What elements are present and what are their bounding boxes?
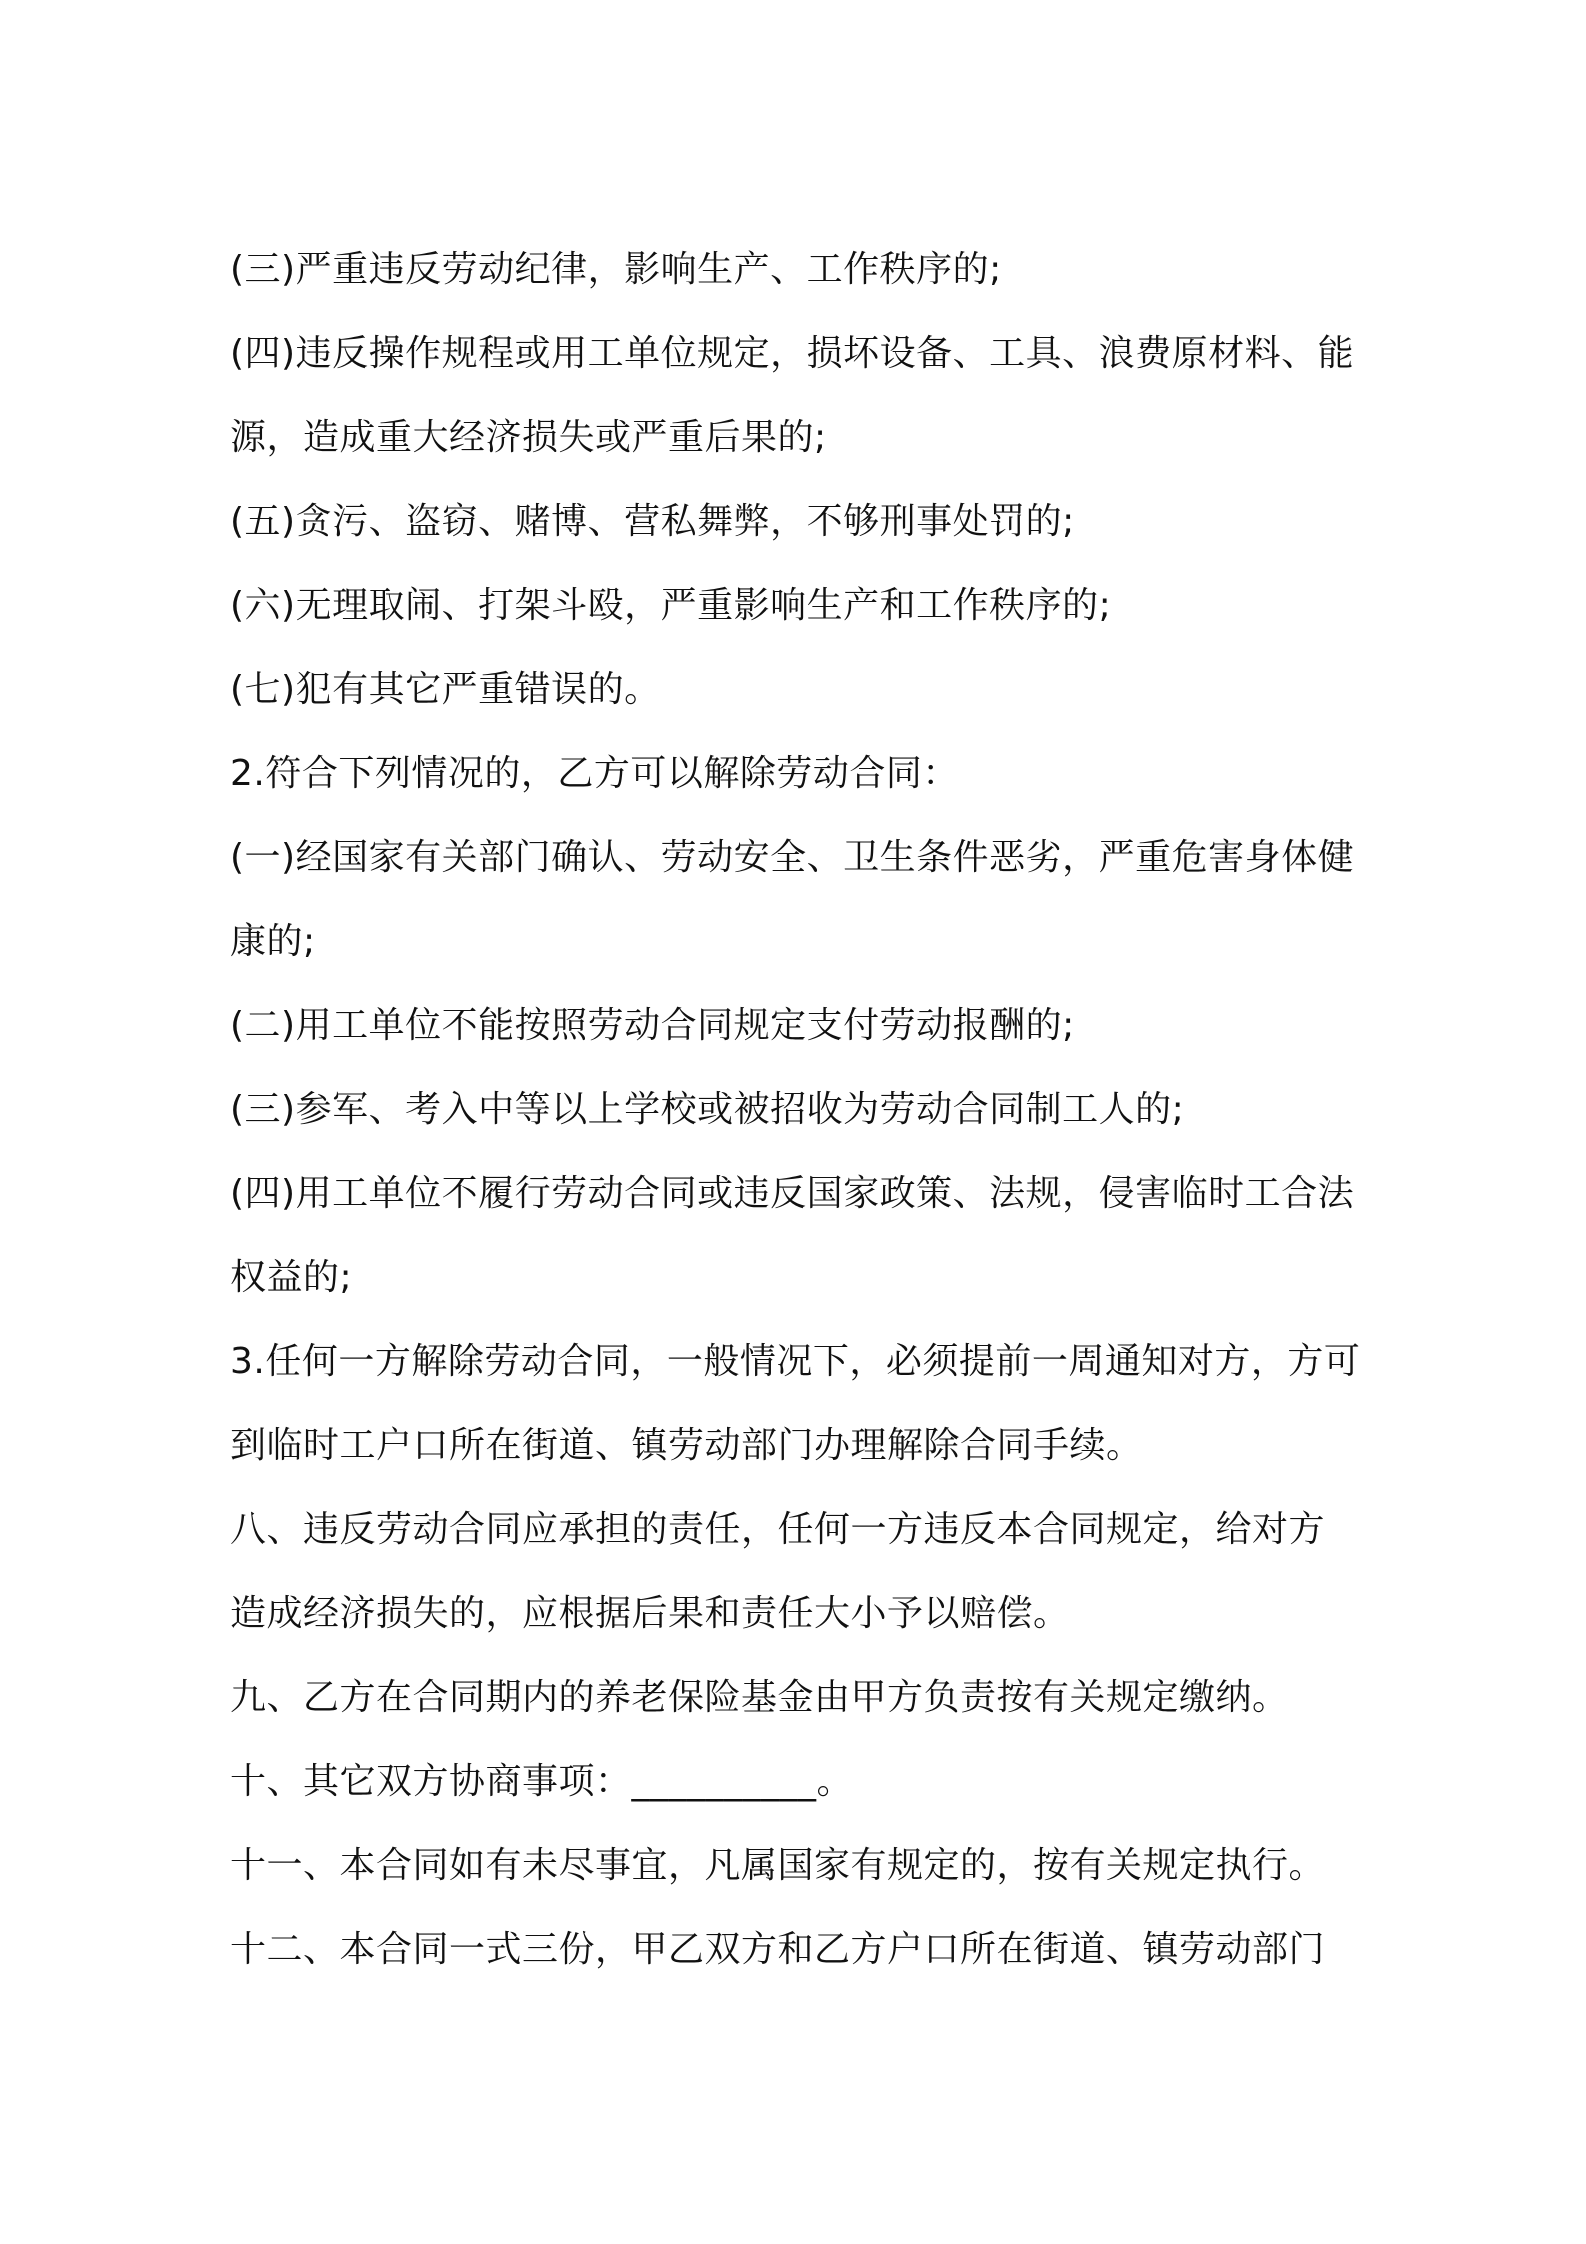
text-line: 源，造成重大经济损失或严重后果的; — [230, 417, 827, 458]
text-line: 十、其它双方协商事项：__________。 — [230, 1761, 854, 1802]
text-line: (一)经国家有关部门确认、劳动安全、卫生条件恶劣，严重危害身体健 — [230, 837, 1355, 878]
text-line: 八、违反劳动合同应承担的责任，任何一方违反本合同规定，给对方 — [230, 1509, 1326, 1550]
text-line: 3.任何一方解除劳动合同，一般情况下，必须提前一周通知对方，方可 — [230, 1341, 1361, 1382]
contract-text-block — [230, 228, 1370, 1992]
text-line: 权益的; — [230, 1257, 353, 1298]
text-line: 康的; — [230, 921, 316, 962]
text-line: (四)违反操作规程或用工单位规定，损坏设备、工具、浪费原材料、能 — [230, 333, 1355, 374]
text-line: 十一、本合同如有未尽事宜，凡属国家有规定的，按有关规定执行。 — [230, 1845, 1326, 1886]
text-line: (二)用工单位不能按照劳动合同规定支付劳动报酬的; — [230, 1005, 1075, 1046]
text-line: (五)贪污、盗窃、赌博、营私舞弊，不够刑事处罚的; — [230, 501, 1075, 542]
text-line: 造成经济损失的，应根据后果和责任大小予以赔偿。 — [230, 1593, 1070, 1634]
text-line: 十二、本合同一式三份，甲乙双方和乙方户口所在街道、镇劳动部门 — [230, 1929, 1326, 1970]
text-line: (六)无理取闹、打架斗殴，严重影响生产和工作秩序的; — [230, 585, 1112, 626]
text-line: (七)犯有其它严重错误的。 — [230, 669, 661, 710]
text-line: 2.符合下列情况的，乙方可以解除劳动合同： — [230, 753, 959, 794]
text-line: (三)参军、考入中等以上学校或被招收为劳动合同制工人的; — [230, 1089, 1185, 1130]
text-line: (三)严重违反劳动纪律，影响生产、工作秩序的; — [230, 249, 1002, 290]
text-line: 到临时工户口所在街道、镇劳动部门办理解除合同手续。 — [230, 1425, 1143, 1466]
text-line: (四)用工单位不履行劳动合同或违反国家政策、法规，侵害临时工合法 — [230, 1173, 1355, 1214]
text-line: 九、乙方在合同期内的养老保险基金由甲方负责按有关规定缴纳。 — [230, 1677, 1289, 1718]
